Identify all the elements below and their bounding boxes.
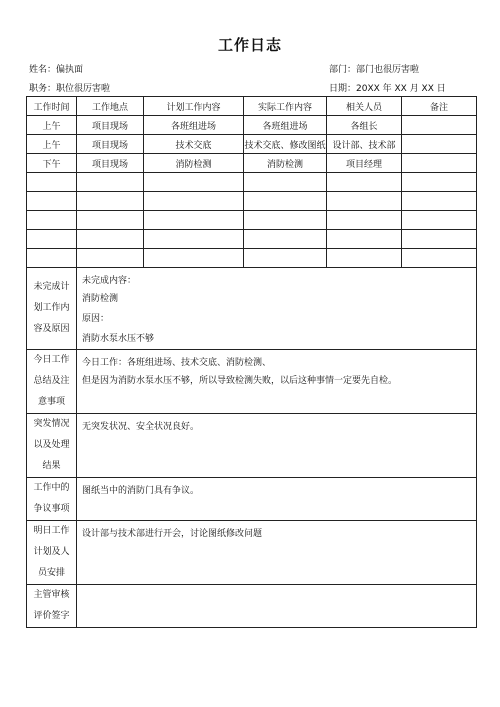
table-cell: 各班组进场 xyxy=(244,116,327,135)
table-header-row xyxy=(27,97,477,116)
table-cell: 项目经理 xyxy=(327,154,402,173)
tomorrow-section-row xyxy=(27,521,477,585)
table-cell xyxy=(327,230,402,249)
table-cell xyxy=(327,192,402,211)
table-cell xyxy=(402,249,477,268)
emergency-section-label: 突发情况 以及处理 结果 xyxy=(27,414,77,478)
table-cell xyxy=(77,211,144,230)
work-log-table xyxy=(26,96,477,628)
table-cell xyxy=(327,249,402,268)
table-row xyxy=(27,173,477,192)
disputes-section-label: 工作中的 争议事项 xyxy=(27,478,77,521)
table-row xyxy=(27,211,477,230)
summary-section-content: 今日工作：各班组进场、技术交底、消防检测、 但是因为消防水泵水压不够，所以导致检测失败，以后这种事情一定要先自检。 xyxy=(77,350,477,414)
header-cell: 工作地点 xyxy=(77,97,144,116)
header-cell: 相关人员 xyxy=(327,97,402,116)
table-cell: 项目现场 xyxy=(77,116,144,135)
table-cell xyxy=(27,230,77,249)
position-field: 职务：职位很厉害啦 xyxy=(29,84,111,94)
unfinished-section-label: 未完成计 划工作内 容及原因 xyxy=(27,268,77,350)
table-cell: 下午 xyxy=(27,154,77,173)
document-title: 工作日志 xyxy=(217,36,282,54)
review-signature-area[interactable] xyxy=(77,585,477,628)
table-cell xyxy=(77,230,144,249)
table-cell xyxy=(402,173,477,192)
emergency-section-content: 无突发状况、安全状况良好。 xyxy=(77,414,477,478)
table-cell xyxy=(77,249,144,268)
disputes-section-row xyxy=(27,478,477,521)
table-cell xyxy=(402,154,477,173)
review-section-row xyxy=(27,585,477,628)
table-cell: 项目现场 xyxy=(77,135,144,154)
table-cell: 上午 xyxy=(27,135,77,154)
table-cell xyxy=(27,211,77,230)
header-cell: 实际工作内容 xyxy=(244,97,327,116)
table-cell xyxy=(144,249,244,268)
table-cell xyxy=(327,211,402,230)
table-cell: 项目现场 xyxy=(77,154,144,173)
table-cell xyxy=(327,173,402,192)
table-row xyxy=(27,154,477,173)
table-row xyxy=(27,192,477,211)
table-cell xyxy=(402,211,477,230)
table-cell xyxy=(144,211,244,230)
table-row xyxy=(27,116,477,135)
table-cell xyxy=(144,230,244,249)
unfinished-section-content: 未完成内容： 消防检测 原因： 消防水泵水压不够 xyxy=(77,268,477,350)
header-cell: 计划工作内容 xyxy=(144,97,244,116)
table-cell xyxy=(144,173,244,192)
table-row xyxy=(27,135,477,154)
table-row xyxy=(27,230,477,249)
table-cell xyxy=(27,173,77,192)
table-cell xyxy=(402,116,477,135)
header-cell: 备注 xyxy=(402,97,477,116)
table-cell xyxy=(244,230,327,249)
department-field: 部门：部门也很厉害啦 xyxy=(329,65,420,75)
summary-section-label: 今日工作 总结及注 意事项 xyxy=(27,350,77,414)
table-cell xyxy=(402,135,477,154)
table-cell: 各班组进场 xyxy=(144,116,244,135)
table-cell: 技术交底 xyxy=(144,135,244,154)
tomorrow-section-label: 明日工作 计划及人 员安排 xyxy=(27,521,77,585)
table-cell xyxy=(244,249,327,268)
table-cell: 设计部、技术部 xyxy=(327,135,402,154)
table-cell xyxy=(77,173,144,192)
tomorrow-section-content: 设计部与技术部进行开会，讨论图纸修改问题 xyxy=(77,521,477,585)
table-cell: 技术交底、修改图纸 xyxy=(244,135,327,154)
review-section-label: 主管审核 评价签字 xyxy=(27,585,77,628)
table-cell xyxy=(244,192,327,211)
header-cell: 工作时间 xyxy=(27,97,77,116)
table-cell xyxy=(402,230,477,249)
emergency-section-row xyxy=(27,414,477,478)
table-cell: 消防检测 xyxy=(244,154,327,173)
table-row xyxy=(27,249,477,268)
table-cell xyxy=(27,249,77,268)
disputes-section-content: 图纸当中的消防门具有争议。 xyxy=(77,478,477,521)
table-cell xyxy=(244,173,327,192)
date-field: 日期：20XX 年 XX 月 XX 日 xyxy=(329,84,446,94)
table-cell: 消防检测 xyxy=(144,154,244,173)
name-field: 姓名：偏执面 xyxy=(29,65,84,75)
table-cell xyxy=(402,192,477,211)
table-cell xyxy=(77,192,144,211)
unfinished-section-row xyxy=(27,268,477,350)
table-cell xyxy=(244,211,327,230)
table-cell xyxy=(144,192,244,211)
table-cell xyxy=(27,192,77,211)
summary-section-row xyxy=(27,350,477,414)
table-cell: 各组长 xyxy=(327,116,402,135)
table-cell: 上午 xyxy=(27,116,77,135)
